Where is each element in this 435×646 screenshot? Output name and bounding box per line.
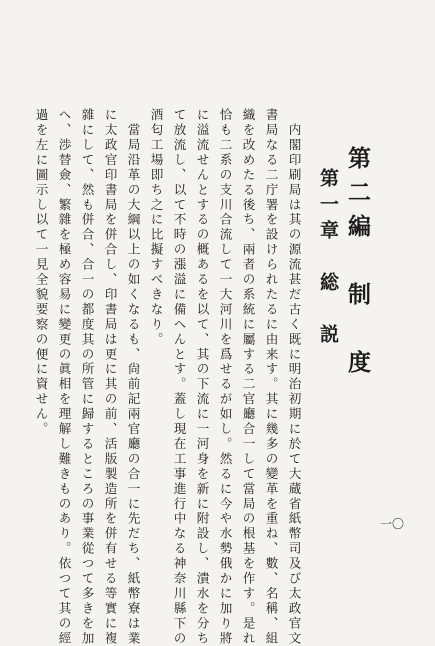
text-column: 酒匂工場即ち之に比擬すべきなり。 xyxy=(148,108,164,348)
text-column: に太政官印書局を併合し、印書局は更に其の前、活版製造所を併有せる等實に複 xyxy=(102,108,118,646)
text-column: 雜にして、然も併合、合一の都度其の所管に歸するところの事業從つて多きを加 xyxy=(79,108,95,646)
text-column: に溢流せんとするの概あるを以て、其の下流に一河身を新に附設し、潰水を分ち xyxy=(194,108,210,646)
part-title: 第二編 制 度 xyxy=(344,146,371,384)
text-column: 書局なる二庁署を設けられたるに由来す。其に幾多の變革を重ね、數、名稱、組 xyxy=(263,108,279,646)
text-column: て放流し、以て不時の漲溢に備へんとす。蓋し現在工事進行中なる神奈川縣下の xyxy=(171,108,187,646)
text-column: 過を左に圖示し以て一見全貌要察の便に資せん。 xyxy=(33,108,49,437)
text-column: 内閣印刷局は其の源流甚だ古く既に明治初期に於て大蔵省紙幣司及び太政官文 xyxy=(286,108,302,646)
chapter-title: 第一章 総 説 xyxy=(317,168,339,350)
text-column: 織を改めたる後ち、兩者の系統に屬する二官廳合一して當局の根基を作す。是れ xyxy=(240,108,256,646)
text-column: へ、渉替僉、繁雜を極め容易に變更の眞相を理解し難きものあり。依つて其の經 xyxy=(56,108,72,646)
text-column: 恰も二系の支川合流して一大河川を爲せるが如し。然るに今や水勢俄かに加り將 xyxy=(217,108,233,646)
text-column: 當局沿革の大綱以上の如くなるも、尙前記兩官廳の合一に先だち、紙幣寮は業 xyxy=(125,108,141,646)
page-number: 一〇 xyxy=(380,517,405,531)
